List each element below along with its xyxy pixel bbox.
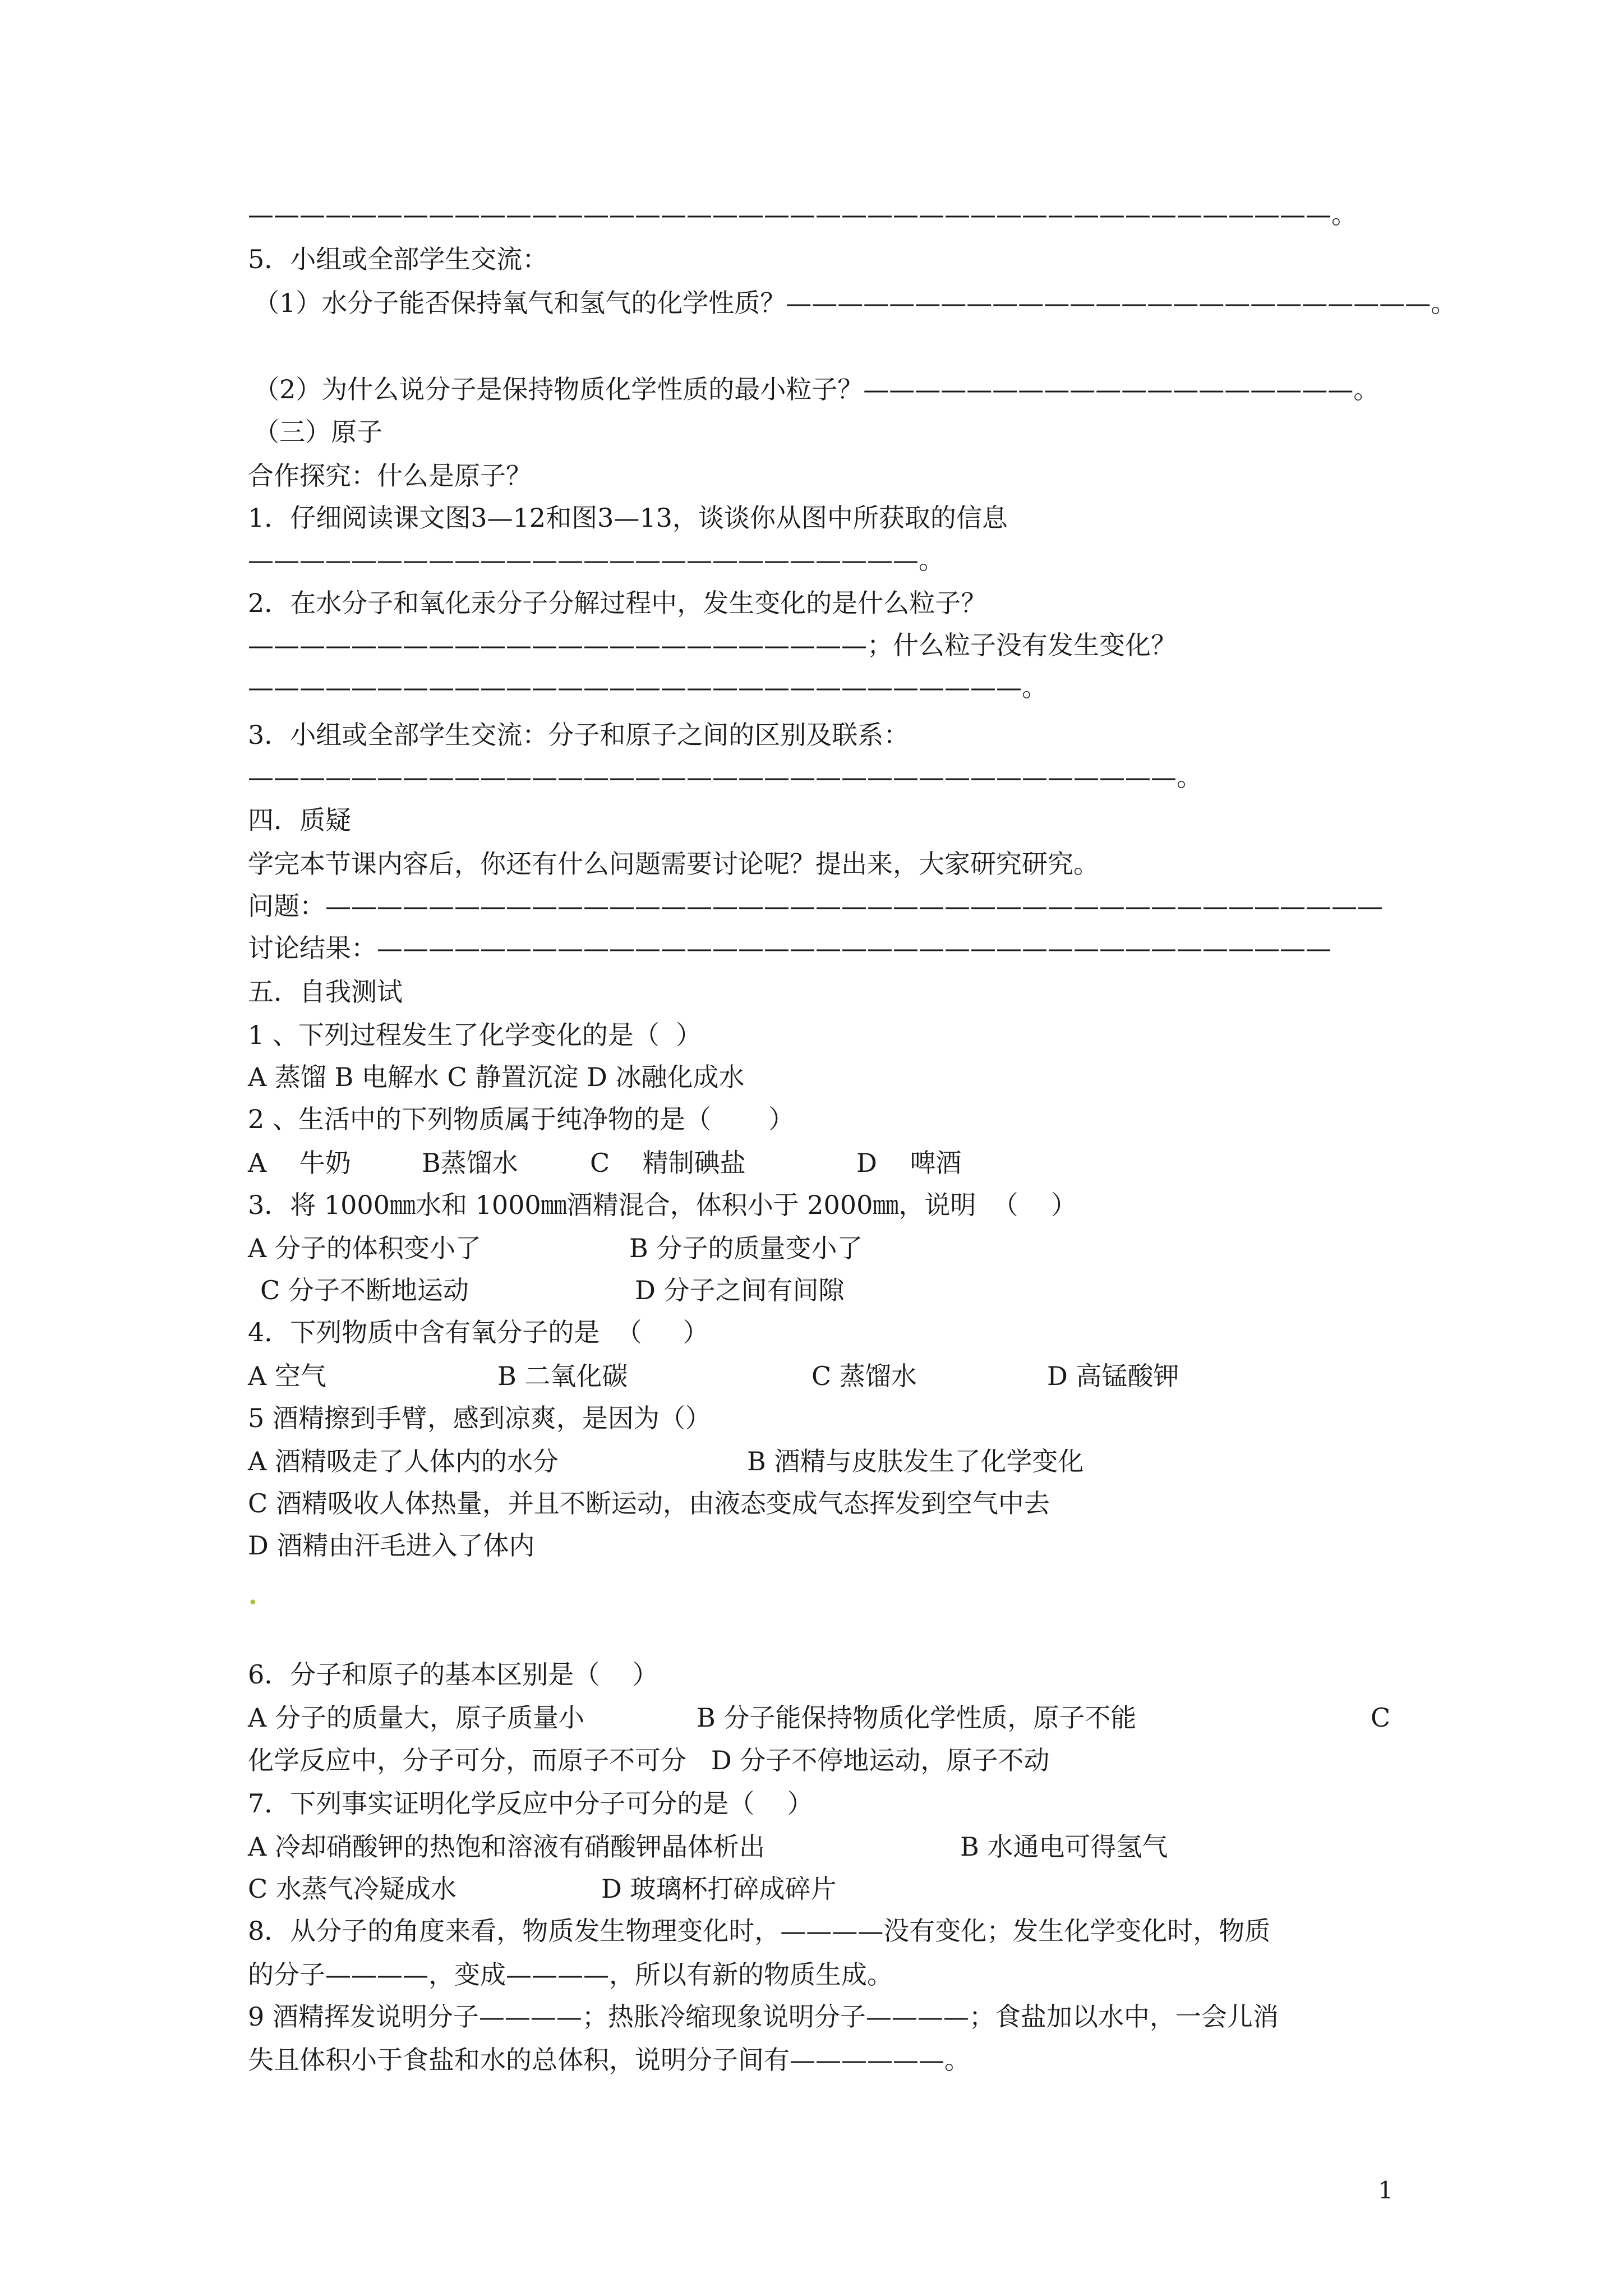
option-b: B 酒精与皮肤发生了化学变化: [747, 1446, 1084, 1476]
test-question-5: 5 酒精擦到手臂，感到凉爽，是因为（）: [248, 1403, 711, 1433]
answer-line: ——————————————————————————。: [248, 545, 944, 575]
test-question-8: 8．从分子的角度来看，物质发生物理变化时，————没有变化；发生化学变化时，物质: [248, 1916, 1271, 1946]
option-a: A 牛奶: [248, 1148, 351, 1178]
option-d: D 分子之间有间隙: [635, 1275, 845, 1305]
option-a: A 分子的体积变小了: [248, 1233, 481, 1263]
option-a: A 空气: [248, 1361, 326, 1391]
option-b: B 水通电可得氢气: [960, 1832, 1168, 1862]
test-question-4: 4．下列物质中含有氧分子的是 （ ）: [248, 1317, 709, 1347]
question-prompt: 学完本节课内容后，你还有什么问题需要讨论呢？提出来，大家研究研究。: [248, 849, 1099, 879]
option-c: C 分子不断地运动: [260, 1275, 469, 1305]
option-d: D 高锰酸钾: [1047, 1361, 1179, 1391]
option-b: B 分子能保持物质化学性质，原子不能: [697, 1703, 1137, 1733]
inquiry-item-2-cont: [248, 628, 1386, 662]
page-number: 1: [1378, 2177, 1393, 2204]
inquiry-heading: 合作探究：什么是原子？: [248, 461, 532, 491]
option-c-label: C: [1371, 1703, 1391, 1733]
section-atom-heading: （三）原子: [253, 417, 382, 447]
test-question-6: 6．分子和原子的基本区别是（ ）: [248, 1659, 658, 1690]
option-d: D 玻璃杯打碎成碎片: [601, 1874, 837, 1904]
option-a: A 冷却硝酸钾的热饱和溶液有硝酸钾晶体析出: [248, 1832, 765, 1862]
test-question-8-cont: 的分子————，变成————，所以有新的物质生成。: [248, 1959, 893, 1990]
section-self-test-heading: 五．自我测试: [248, 977, 403, 1007]
option-d: D 酒精由汗毛进入了体内: [248, 1530, 535, 1561]
option-c: C 酒精吸收人体热量，并且不断运动，由液态变成气态挥发到空气中去: [248, 1488, 1050, 1519]
inquiry-item-2-cont-text: ————————————————————————；什么粒子没有发生变化？: [248, 630, 1177, 660]
test-question-7: 7．下列事实证明化学反应中分子可分的是（ ）: [248, 1788, 813, 1819]
question-2: （2）为什么说分子是保持物质化学性质的最小粒子？———————————————————。: [253, 374, 1380, 404]
answer-line: ——————————————————————————————————————————。: [248, 199, 1357, 229]
option-c: C 精制碘盐: [590, 1148, 746, 1178]
inquiry-item-1-text: 1．仔细阅读课文图3—12和图3—13，谈谈你从图中所获取的信息: [248, 503, 1008, 533]
inquiry-item-1: [248, 501, 1386, 535]
test-question-3: 3．将 1000㎜水和 1000㎜酒精混合，体积小于 2000㎜，说明 （ ）: [248, 1190, 1077, 1220]
option-a: A 酒精吸走了人体内的水分: [248, 1446, 559, 1476]
option-c: C 水蒸气冷疑成水: [248, 1874, 457, 1904]
option-b: B 二氧化碳: [497, 1361, 628, 1391]
option-a: A 分子的质量大，原子质量小: [248, 1703, 584, 1733]
inquiry-item-3: [248, 718, 1386, 752]
answer-line: ————————————————————————————————————。: [248, 762, 1202, 792]
discussion-field: 讨论结果：—————————————————————————————————————: [248, 933, 1331, 963]
section-question-heading: 四．质疑: [248, 805, 351, 835]
option-c: C 蒸馏水: [811, 1361, 917, 1391]
answer-line: ——————————————————————————————。: [248, 672, 1048, 702]
test-question-1-options: A 蒸馏 B 电解水 C 静置沉淀 D 冰融化成水: [248, 1062, 745, 1092]
item-5-heading: 5．小组或全部学生交流：: [248, 244, 548, 274]
inquiry-item-2-text: 2．在水分子和氧化汞分子分解过程中，发生变化的是什么粒子？: [248, 588, 987, 618]
test-question-1: 1 、下列过程发生了化学变化的是（ ）: [248, 1020, 702, 1050]
test-question-9: 9 酒精挥发说明分子————；热胀冷缩现象说明分子————；食盐加以水中，一会儿消: [248, 2001, 1279, 2032]
question-1: （1）水分子能否保持氧气和氢气的化学性质？—————————————————————————。: [253, 288, 1457, 318]
inquiry-item-3-text: 3．小组或全部学生交流：分子和原子之间的区别及联系：: [248, 720, 910, 750]
option-d: D 啤酒: [856, 1148, 962, 1178]
option-b: B蒸馏水: [422, 1148, 518, 1178]
question-field: 问题：—————————————————————————————————————————: [248, 891, 1383, 921]
option-b: B 分子的质量变小了: [629, 1233, 863, 1263]
test-question-9-cont: 失且体积小于食盐和水的总体积，说明分子间有——————。: [248, 2045, 970, 2075]
test-question-6-options-row2: 化学反应中，分子可分，而原子不可分 D 分子不停地运动，原子不动: [248, 1745, 1050, 1775]
stray-mark: •: [248, 1593, 258, 1613]
inquiry-item-2: [248, 586, 1386, 620]
test-question-2: 2 、生活中的下列物质属于纯净物的是（ ）: [248, 1104, 795, 1134]
